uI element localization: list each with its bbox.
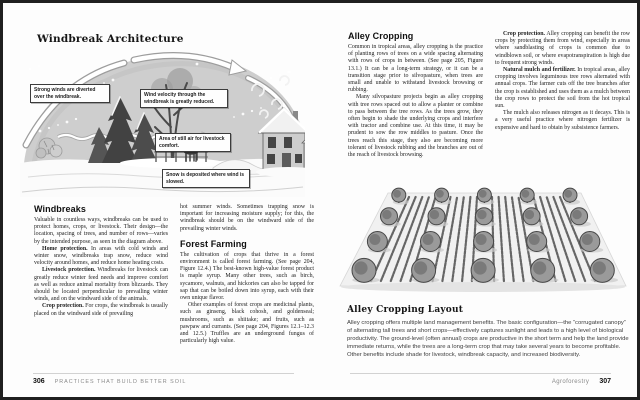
paragraph: The cultivation of crops that thrive in a forest environment is called forest farming. (See page 204, Figure 12.4.) The best-known high-value forest product is maple syrup. Many other trees, such as birch, sycamore, walnuts, and hickories can also be tapped for sap that can be boiled down into syrup, each with their own unique flavor.	[180, 251, 314, 302]
snowflake	[29, 68, 31, 70]
tree-foliage	[430, 210, 439, 219]
right-footer	[350, 373, 611, 385]
callout-still-air: Area of still air for livestock comfort.	[155, 133, 231, 152]
tree-foliage	[382, 210, 391, 219]
column-1	[348, 31, 483, 159]
alley-cropping-illustration	[338, 169, 628, 296]
windbreak-figure-title: Windbreak Architecture	[37, 33, 184, 45]
paragraph: Home protection. In areas with cold winds and winter snow, windbreaks trap snow, reduce wind velocity around homes, and reduce home heating costs.	[34, 245, 169, 267]
callout-snow-deposited: Snow is deposited where wind is slowed.	[162, 169, 250, 188]
snowflake	[233, 116, 235, 118]
paragraph: Common in tropical areas, alley cropping is the practice of planting rows of trees on a wide spacing alternating with rows of crops in between. (See page 205, Figure 13.1.) It can be a long-term strategy, or it can be a transition stage prior to silvopasture, when trees are small and unable to withstand livestock browsing or rubbing.	[348, 44, 483, 94]
paragraph: Livestock protection. Windbreaks for livestock can greatly reduce winter feed needs and improve comfort as well as reduce animal mortality from blizzards. They should be located perpendicular to prevailing winter winds, and on the windward side of the animals.	[34, 267, 169, 303]
tree-foliage	[369, 234, 380, 245]
tree-foliage	[564, 190, 572, 198]
paragraph: Crop protection. For crops, the windbreak is usually placed on the windward side of prevailing	[34, 303, 168, 317]
paragraph: hot summer winds. Sometimes trapping snow is important for increasing moisture supply; for this, the windbreak should be on the windward side of the prevailing winter winds.	[180, 204, 314, 232]
alley-layout-title: Alley Cropping Layout	[347, 305, 464, 315]
paragraph: Crop protection. Alley cropping can benefit the row crops by protecting them from wind, especially in areas where sandblasting of crops is common due to windblown soil, or where evapotranspiration is high due to frequent strong winds.	[495, 31, 631, 66]
snowflake	[57, 124, 59, 126]
snowflake	[251, 110, 253, 112]
left-page-columns	[34, 204, 314, 345]
runin-livestock-protection: Livestock protection.	[42, 267, 96, 274]
windbreak-illustration	[20, 45, 305, 197]
page-left	[3, 3, 320, 397]
column-2	[495, 31, 630, 159]
tree-foliage	[525, 210, 534, 219]
column-1	[34, 204, 168, 345]
snowflake	[242, 113, 245, 116]
column-2	[180, 204, 314, 345]
heading-forest-farming: Forest Farming	[180, 238, 247, 249]
alley-field-scene	[338, 169, 628, 296]
snowflake	[270, 77, 272, 79]
tree-foliage	[533, 261, 546, 274]
page-right	[320, 3, 637, 397]
heading-alley-cropping: Alley Cropping	[348, 31, 414, 41]
tree-foliage	[529, 234, 540, 245]
field-ground-shadow	[341, 282, 625, 292]
snowflake	[112, 79, 115, 82]
tree-foliage	[436, 190, 444, 198]
runin-crop-protection: Crop protection.	[42, 303, 84, 310]
callout-strong-winds: Strong winds are diverted over the windbreak.	[30, 84, 110, 103]
snowflake	[288, 71, 291, 74]
paragraph: Natural mulch and fertilizer. In tropical areas, alley cropping involves leguminous tree rows alternated with annual crops. The farmer cuts off the tree branches after the crop is established and uses them as a mulch between the crop rows to protect the soil from the hot tropical sun.	[495, 67, 630, 110]
tree-foliage	[476, 234, 487, 245]
tree-foliage	[593, 261, 606, 274]
right-page-columns	[348, 31, 630, 159]
page-number-right: 307	[599, 378, 611, 385]
snowflake	[38, 65, 40, 67]
tree-foliage	[582, 234, 593, 245]
snowflake	[260, 107, 262, 109]
page-number-left: 306	[33, 378, 45, 385]
alley-layout-caption: Alley cropping offers multiple land management benefits. The basic configuration—the “corrugated canopy” of alternating tall trees and short crops—effectively captures sunlight and leads to a high level of biological productivity. The ground-level (often annual) crops are productive in the short term and help the land provide immediate returns, while the trees are a long-term crop that may take several years to become profitable. Other benefits include shade for livestock, windbreak capacity, and increased biodiversity.	[347, 320, 629, 358]
runin-natural-mulch: Natural mulch and fertilizer.	[503, 67, 576, 74]
snowflake	[48, 127, 50, 129]
running-title-left: PRACTICES THAT BUILD BETTER SOIL	[54, 379, 187, 385]
tree-foliage	[393, 190, 401, 198]
heading-windbreaks: Windbreaks	[34, 204, 86, 214]
callout-wind-velocity: Wind velocity through the windbreak is greatly reduced.	[140, 89, 228, 108]
paragraph: Other examples of forest crops are medicinal plants, such as ginseng, black cohosh, and goldenseal; mushrooms, such as shiitake; and fruits, such as pawpaw and currants. (See page 204, Figures 12.1–12.3 and 12.5.) Truffles are an underground fungus of particularly high value.	[180, 302, 314, 345]
paragraph: Valuable in countless ways, windbreaks can be used to protect homes, crops, or livestock. Their design—the location, spacing of trees, and number of rows—varies by the intended purpose, as seen in the diagram above.	[34, 217, 168, 245]
tree-foliage	[414, 261, 427, 274]
snowflake	[75, 118, 77, 120]
running-title-right: Agroforestry	[551, 379, 590, 385]
paragraph: The mulch also releases nitrogen as it decays. This is a very useful practice where nitrogen fertilizer is expensive and hard to obtain by subsistence farmers.	[495, 110, 630, 131]
snowflake	[39, 130, 42, 133]
snowflake	[66, 121, 69, 124]
tree-foliage	[474, 261, 487, 274]
runin-crop-protection: Crop protection.	[503, 31, 545, 37]
tree-foliage	[477, 210, 486, 219]
tree-foliage	[572, 210, 581, 219]
paragraph: Many silvopasture projects begin as alley cropping with tree rows spaced out to allow a planter or combine to pass between the tree rows. As the trees grow, they often begin to shade the underlying crops and interfere with tractor and combine use. At this time, it may be prudent to sow the row middles to pasture. Once the trees reach this stage, they also are becoming more tolerant of livestock rubbing and the branches are out of the reach of livestock browsing.	[348, 94, 483, 159]
tree-foliage	[522, 190, 530, 198]
runin-home-protection: Home protection.	[42, 245, 88, 252]
tree-foliage	[423, 234, 434, 245]
snowflake	[279, 74, 281, 76]
snowflake	[196, 63, 199, 66]
left-footer	[33, 373, 294, 385]
tree-foliage	[354, 261, 367, 274]
tree-foliage	[479, 190, 487, 198]
